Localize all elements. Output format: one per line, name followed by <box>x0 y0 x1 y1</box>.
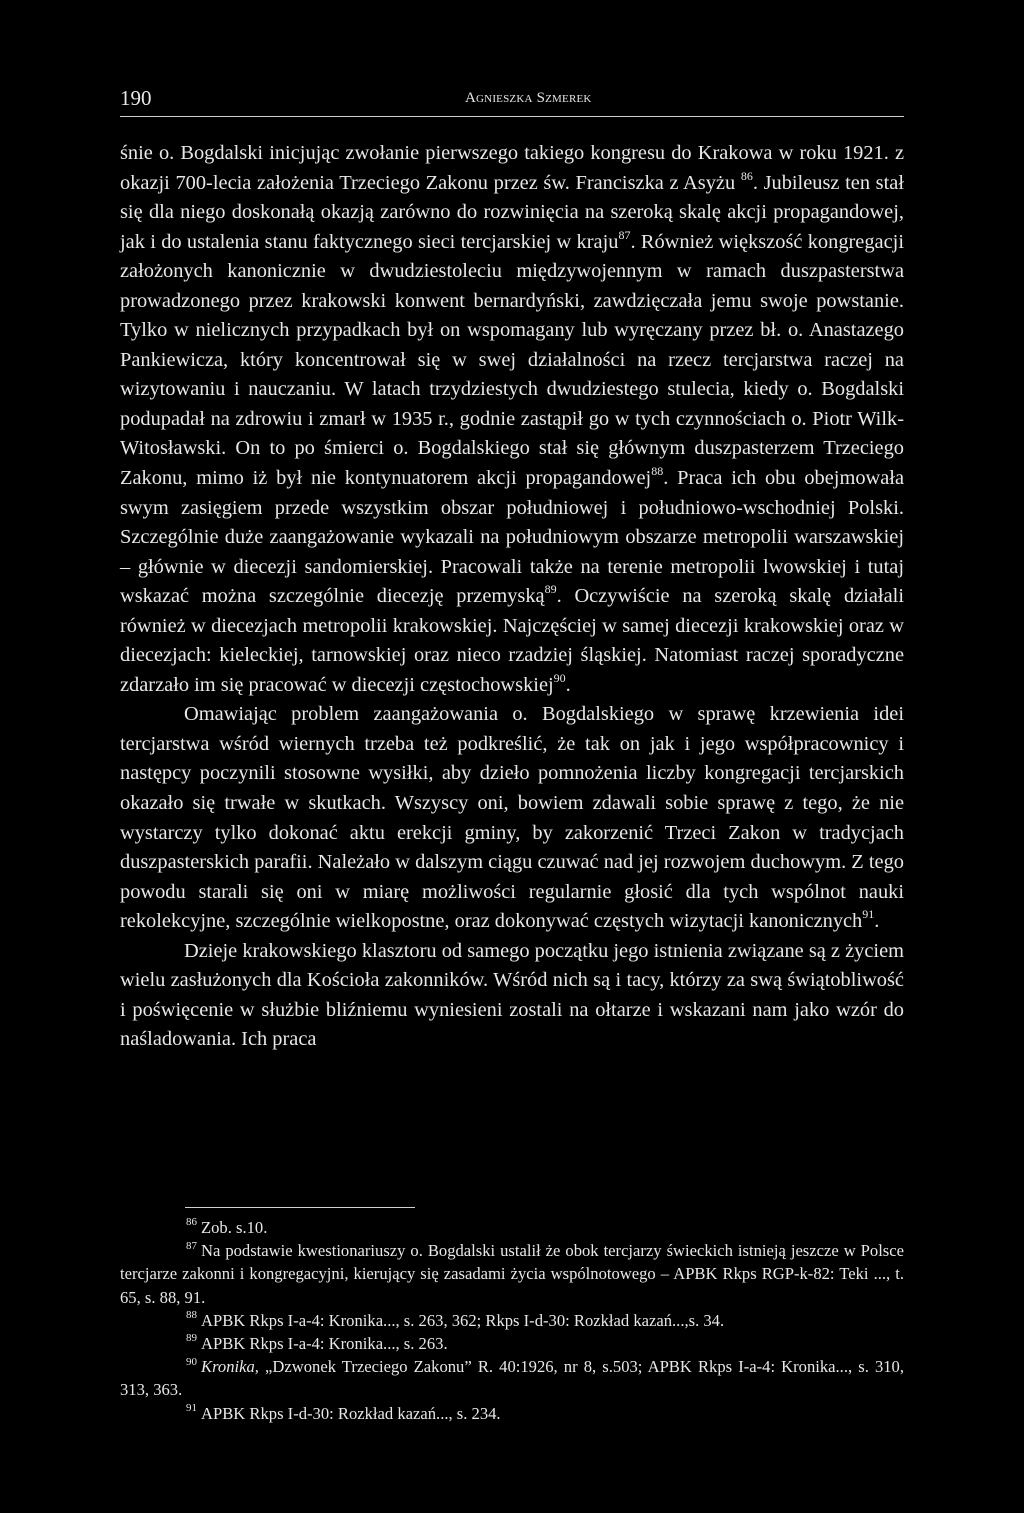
footnote-90 <box>120 1355 904 1401</box>
text-run: . Praca ich obu obejmowała swym zasięgiem przede wszystkim obszar południowej i południowo-wschodniej Polski. Szczególnie duże zaangażowanie wykazali na południowym obszarze metropolii warszawskiej – głównie w diecezji sandomierskiej. Pracowali także na terenie metropolii lwowskiej i tutaj wskazać można szczególnie diecezję przemyską <box>120 467 905 608</box>
text-run: . Również większość kongregacji założonych kanonicznie w dwudziestoleciu międzywojennym w ramach duszpasterstwa prowadzonego przez krakowski konwent bernardyński, zawdzięczała jemu swoje powstanie. Tylko w nielicznych przypadkach był on wspomagany lub wyręczany przez bł. o. Anastazego Pankiewicza, który koncentrował się w swej działalności na rzecz tercjarstwa raczej na wizytowaniu i nauczaniu. W latach trzydziestych dwudziestego stulecia, kiedy o. Bogdalski podupadał na zdrowiu i zmarł w 1935 r., godnie zastąpił go w tych czynnościach o. Piotr Wilk-Witosławski. On to po śmierci o. Bogdalskiego stał się głównym duszpasterzem Trzeciego Zakonu, mimo iż był nie kontynuatorem akcji propagandowej <box>120 230 904 490</box>
text-run: Omawiając problem zaangażowania o. Bogdalskiego w sprawę krzewienia idei tercjarstwa wśród wiernych trzeba też podkreślić, że tak on jak i jego współpracownicy i następcy poczynili stosowne wysiłki, aby dzieło pomnożenia liczby kongregacji tercjarskich okazało się trwałe w skutkach. Wszyscy oni, bowiem zdawali sobie sprawę z tego, że nie wystarczy tylko dokonać aktu erekcji gminy, by zakorzenić Trzeci Zakon w tradycjach duszpasterskich parafii. Należało w dalszym ciągu czuwać nad jej rozwojem duchowym. Z tego powodu starali się oni w miarę możliwości regularnie głosić dla tych wspólnot nauki rekolekcyjne, szczególnie wielkopostne, oraz dokonywać częstych wizytacji kanonicznych <box>120 703 904 933</box>
footnote-number: 87 <box>186 1239 197 1252</box>
footnote-ref-87: 87 <box>618 227 631 242</box>
footnote-ref-90: 90 <box>553 671 566 686</box>
footnote-ref-86: 86 <box>740 168 753 183</box>
footnote-number: 89 <box>186 1332 197 1345</box>
footnote-text: APBK Rkps I-a-4: Kronika..., s. 263, 362; Rkps I-d-30: Rozkład kazań...,s. 34. <box>201 1310 725 1330</box>
footnote-number: 90 <box>186 1355 197 1368</box>
footnote-number: 86 <box>186 1216 197 1229</box>
text-run: . <box>565 673 571 696</box>
footnote-text: APBK Rkps I-d-30: Rozkład kazań..., s. 234. <box>201 1403 501 1423</box>
footnote-87 <box>120 1239 904 1309</box>
text-run: . Jubileusz ten stał się dla niego doskonałą okazją zarówno do rozwinięcia na szeroką skalę akcji propagandowej, jak i do ustalenia stanu faktycznego sieci tercjarskiej w kraju <box>120 171 904 253</box>
text-run: . Oczywiście na szeroką skalę działali również w diecezjach metropolii krakowskiej. Najczęściej w samej diecezji krakowskiej oraz w diecezjach: kieleckiej, tarnowskiej oraz nieco rzadziej śląskiej. Natomiast raczej sporadyczne zdarzało im się pracować w diecezji częstochowskiej <box>120 585 904 696</box>
running-head: Agnieszka Szmerek <box>465 90 592 106</box>
footnote-text: Na podstawie kwestionariuszy o. Bogdalski ustalił że obok tercjarzy świeckich istnieją jeszcze w Polsce tercjarze zakonni i kongregacyjni, kierujący się zasadami życia wspólnotowego – APBK Rkps RGP-k-82: Teki ..., t. 65, s. 88, 91. <box>120 1241 904 1307</box>
footnotes <box>120 1216 904 1425</box>
footnote-text: Zob. s.10. <box>201 1218 268 1237</box>
page-number: 190 <box>120 86 152 110</box>
page-header <box>120 86 904 117</box>
footnote-ref-88: 88 <box>651 464 664 479</box>
footnote-ref-91: 91 <box>862 907 875 922</box>
text-run: śnie o. Bogdalski inicjując zwołanie pierwszego takiego kongresu do Krakowa w roku 1921. z okazji 700-lecia założenia Trzeciego Zakonu przez św. Franciszka z Asyżu <box>120 142 904 194</box>
paragraph-1 <box>120 139 904 700</box>
footnote-ref-89: 89 <box>544 582 557 597</box>
footnote-number: 88 <box>186 1309 197 1322</box>
paragraph-2 <box>120 700 904 936</box>
paragraph-3 <box>120 937 904 1055</box>
footnote-91 <box>120 1402 904 1425</box>
footnote-89 <box>120 1332 904 1355</box>
footnote-86 <box>120 1216 904 1239</box>
footnote-text: „Dzwonek Trzeciego Zakonu” R. 40:1926, nr 8, s.503; APBK Rkps I-a-4: Kronika..., s. 310, 313, 363. <box>120 1357 904 1400</box>
text-run: . <box>874 910 880 933</box>
footnote-separator <box>185 1207 415 1208</box>
footnote-italic-title: Kronika, <box>201 1357 259 1377</box>
text-run: Dzieje krakowskiego klasztoru od samego początku jego istnienia związane są z życiem wielu zasłużonych dla Kościoła zakonników. Wśród nich są i tacy, którzy za swą świątobliwość i poświęcenie w służbie bliźniemu wyniesieni zostali na ołtarze i wskazani nam jako wzór do naśladowania. Ich praca <box>120 939 904 1051</box>
footnote-text: APBK Rkps I-a-4: Kronika..., s. 263. <box>201 1334 448 1354</box>
body-text <box>120 139 904 1055</box>
footnote-number: 91 <box>186 1402 197 1415</box>
footnote-88 <box>120 1309 904 1332</box>
